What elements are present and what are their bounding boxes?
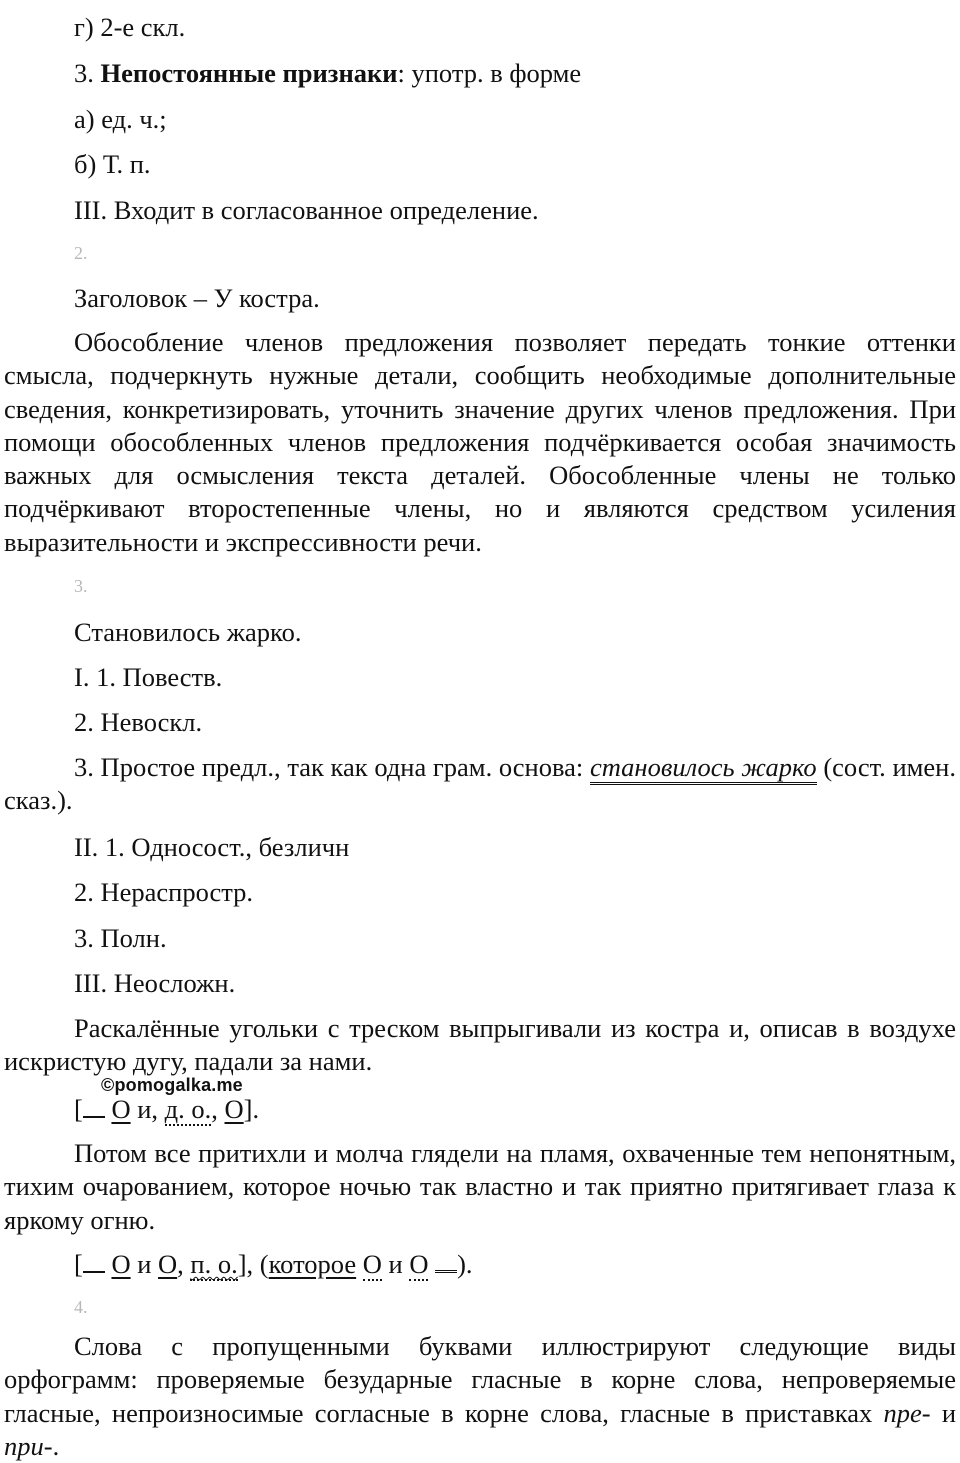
space	[356, 1249, 363, 1279]
homogeneous-member: О	[224, 1094, 244, 1124]
sentence-line: Становилось жарко.	[74, 617, 302, 647]
text-line: I. 1. Повеств.	[74, 662, 223, 692]
paragraph	[4, 751, 956, 818]
text-line: III. Неосложн.	[74, 968, 236, 998]
text-line: г) 2-е скл.	[74, 12, 186, 42]
paragraph: Раскалённые угольки с треском выпрыгивали из костра и, описав в воздухе искристую дугу, падали за нами.	[4, 1013, 956, 1077]
bracket: [	[74, 1249, 83, 1279]
sentence-scheme	[74, 1248, 473, 1280]
homogeneous-member: О	[158, 1249, 178, 1279]
text-fragment: : употр. в форме	[397, 58, 582, 88]
predicate-underlined: становилось жарко	[590, 752, 817, 785]
section-number: 3.	[74, 576, 88, 596]
bold-term: Непостоянные признаки	[100, 58, 398, 88]
homogeneous-member: О	[409, 1249, 429, 1279]
bracket: ].	[243, 1094, 260, 1124]
bracket: ], (	[237, 1249, 269, 1279]
watermark-logo: ©pomogalka.me	[101, 1075, 243, 1095]
text-fragment: ,	[177, 1249, 191, 1279]
section-number: 4.	[74, 1297, 88, 1317]
text-fragment: и	[381, 1249, 410, 1279]
homogeneous-member: О	[111, 1249, 131, 1279]
text-line: 2. Невоскл.	[74, 707, 203, 737]
subject-line	[83, 1096, 105, 1118]
text-line: 2. Нераспростр.	[74, 877, 254, 907]
text-fragment: и	[930, 1397, 956, 1428]
section-number: 2.	[74, 243, 88, 263]
homogeneous-member: О	[362, 1249, 382, 1279]
paragraph: Обособление членов предложения позволяет передать тонкие оттенки смысла, подчеркнуть нужные детали, сообщить необходимые дополнительные сведения, конкретизировать, уточнить значение других членов предложения. При помощи обособленных членов предложения подчёркивается особая значимость важных для осмысления текста деталей. Обособленные члены не только подчёркивают второстепенные члены, но и являются средством усиления выразительности и экспрессивности речи.	[4, 327, 956, 557]
text-line: а) ед. ч.;	[74, 104, 167, 134]
text-line	[74, 57, 581, 89]
text-fragment: ,	[211, 1094, 225, 1124]
heading-line: Заголовок – У костра.	[74, 283, 320, 313]
homogeneous-member: О	[111, 1094, 131, 1124]
conjunctive-word: которое	[268, 1249, 357, 1279]
text-fragment: (сост. имен. сказ.).	[4, 752, 956, 816]
text-fragment: .	[52, 1430, 60, 1461]
bracket: [	[74, 1094, 83, 1124]
paragraph	[4, 1330, 956, 1463]
text-line: III. Входит в согласованное определение.	[74, 195, 539, 225]
text-fragment: и,	[130, 1094, 165, 1124]
participial-phrase: п. о.	[190, 1249, 238, 1279]
bracket: ).	[457, 1249, 473, 1279]
text-line: II. 1. Односост., безличн	[74, 832, 350, 862]
text-line: б) Т. п.	[74, 149, 151, 179]
italic-prefix: пре-	[883, 1397, 931, 1428]
text-fragment: и	[130, 1249, 159, 1279]
item-number: 3.	[74, 58, 101, 88]
paragraph: Потом все притихли и молча глядели на пламя, охваченные тем непонятным, тихим очарованием, которое ночью так властно и так приятно притягивает глаза к яркому огню.	[4, 1138, 956, 1235]
predicate-line	[435, 1250, 457, 1273]
subject-line	[83, 1251, 105, 1273]
italic-prefix: при-	[4, 1430, 53, 1461]
text-fragment: Слова с пропущенными буквами иллюстрируют следующие виды орфограмм: проверяемые безударные гласные в корне слова, непроверяемые гласные, непроизносимые согласные в корне слова, гласные в приставках	[4, 1331, 956, 1428]
text-line: 3. Полн.	[74, 923, 167, 953]
sentence-scheme	[74, 1093, 259, 1125]
text-fragment: 3. Простое предл., так как одна грам. основа:	[74, 752, 590, 782]
adverbial-participle-phrase: д. о.	[164, 1094, 212, 1124]
